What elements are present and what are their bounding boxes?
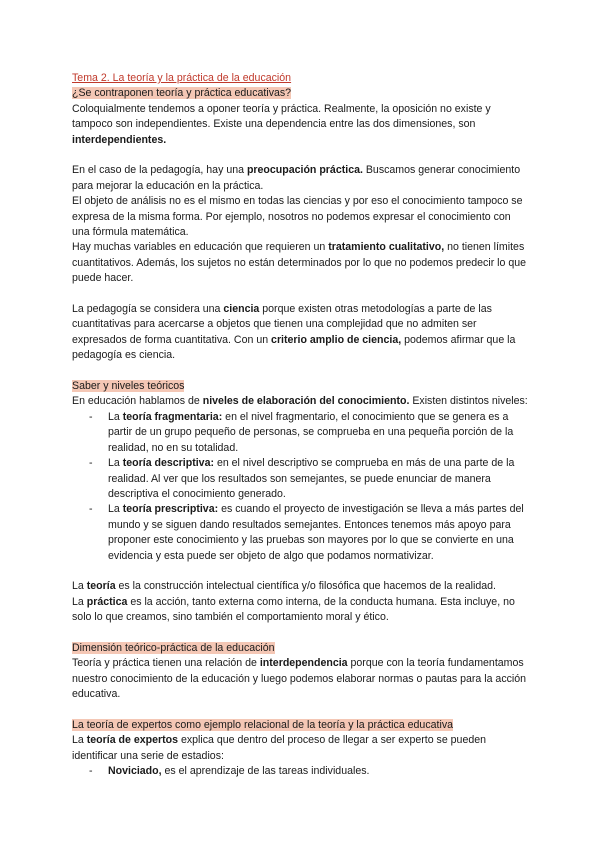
text-run: La bbox=[108, 410, 123, 423]
title-text: Tema 2. La teoría y la práctica de la educación bbox=[72, 72, 292, 84]
text-run: no tienen límites cuantitativos. Además, los sujetos no están determinados por lo que no podemos predecir lo que puede hacer. bbox=[72, 241, 527, 285]
heading-contraponen bbox=[72, 86, 528, 101]
paragraph bbox=[72, 163, 528, 194]
bold-run: ciencia bbox=[223, 303, 260, 316]
paragraph bbox=[72, 302, 528, 364]
list-item bbox=[108, 764, 528, 779]
text-run: La pedagogía se considera una bbox=[72, 303, 224, 316]
bold-run: preocupación práctica. bbox=[246, 164, 363, 177]
text-run: En el caso de la pedagogía, hay una bbox=[72, 164, 247, 177]
bold-run: niveles de elaboración del conocimiento. bbox=[202, 395, 410, 408]
text-run: La bbox=[108, 457, 123, 470]
heading-text: La teoría de expertos como ejemplo relacional de la teoría y la práctica educativa bbox=[72, 718, 454, 731]
text-run: es la construcción intelectual científica y/o filosófica que hacemos de la realidad. bbox=[115, 580, 497, 593]
heading-text: Saber y niveles teóricos bbox=[72, 380, 185, 393]
text-run: Hay muchas variables en educación que requieren un bbox=[72, 241, 329, 254]
text-run: porque existen otras metodologías a parte de las cuantitativas para acercarse a objetos que tienen una complejidad que no admiten ser expresados de forma cuantitativa. Con un bbox=[72, 303, 492, 346]
text-run: en el nivel fragmentario, el conocimiento que se genera es a partir de un grupo pequeño de personas, se comprueba en una pequeña porción de la realidad, no en su totalidad. bbox=[108, 410, 514, 454]
heading-text: Dimensión teórico-práctica de la educación bbox=[72, 641, 275, 654]
paragraph bbox=[72, 579, 528, 594]
text-run: podemos afirmar que la pedagogía es ciencia. bbox=[72, 333, 516, 362]
bold-run: teoría bbox=[86, 580, 116, 593]
heading-dimension bbox=[72, 641, 528, 656]
bold-run: interdependientes. bbox=[72, 133, 167, 146]
text-run: Teoría y práctica tienen una relación de bbox=[72, 657, 260, 670]
bold-run: interdependencia bbox=[259, 657, 348, 670]
paragraph bbox=[72, 656, 528, 702]
text-run: explica que dentro del proceso de llegar a ser experto se pueden identificar una serie de estadios: bbox=[72, 734, 487, 762]
bold-run: teoría fragmentaria: bbox=[122, 410, 223, 423]
text-run: La bbox=[72, 734, 87, 747]
text-run: Buscamos generar conocimiento para mejorar la educación en la práctica. bbox=[72, 164, 521, 192]
bold-run: criterio amplio de ciencia, bbox=[271, 333, 402, 346]
text-run: La bbox=[72, 580, 87, 593]
text-run: porque con la teoría fundamentamos nuestro conocimiento de la educación y luego podemos elaborar normas o pautas para la acción educativa. bbox=[72, 657, 527, 701]
paragraph bbox=[72, 394, 528, 409]
paragraph bbox=[72, 595, 528, 626]
text-run: es cuando el proyecto de investigación se lleva a más partes del mundo y se siguen dando resultados semejantes. Entonces tenemos más apoyo para proponer este conocimiento y las pruebas son mayores por lo que se convierte en una evidencia y esta puede ser objeto de algo que podamos normativizar. bbox=[108, 503, 524, 562]
stages-list bbox=[72, 764, 528, 779]
text-run: en el nivel descriptivo se comprueba en más de una parte de la realidad. Al ver que los resultados son semejantes, se puede enunciar de manera descriptiva el conocimiento generado. bbox=[108, 457, 515, 500]
text-run: La bbox=[108, 503, 123, 516]
list-item bbox=[108, 456, 528, 502]
list-item bbox=[108, 502, 528, 564]
paragraph bbox=[72, 733, 528, 764]
paragraph bbox=[72, 102, 528, 148]
text-run: Coloquialmente tendemos a oponer teoría y práctica. Realmente, la oposición no existe y tampoco son independientes. Existe una dependencia entre las dos dimensiones, son bbox=[72, 102, 491, 131]
text-run: Existen distintos niveles: bbox=[409, 395, 528, 408]
heading-expertos bbox=[72, 718, 528, 733]
heading-saber bbox=[72, 379, 528, 394]
heading-text: ¿Se contraponen teoría y práctica educativas? bbox=[72, 87, 292, 100]
bold-run: teoría descriptiva: bbox=[122, 457, 214, 470]
bold-run: Noviciado, bbox=[108, 765, 162, 778]
document-title bbox=[72, 71, 528, 86]
bold-run: práctica bbox=[86, 595, 128, 608]
text-run: La bbox=[72, 595, 87, 608]
paragraph bbox=[72, 240, 528, 286]
text-run: En educación hablamos de bbox=[72, 395, 203, 408]
bold-run: teoría prescriptiva: bbox=[122, 503, 219, 516]
levels-list bbox=[72, 410, 528, 564]
paragraph: El objeto de análisis no es el mismo en todas las ciencias y por eso el conocimiento tampoco se expresa de la misma forma. Por ejemplo, nosotros no podemos expresar el conocimiento con una fórmula matemática. bbox=[72, 195, 523, 239]
text-run: es el aprendizaje de las tareas individuales. bbox=[161, 765, 370, 778]
bold-run: tratamiento cualitativo, bbox=[328, 241, 445, 254]
bold-run: teoría de expertos bbox=[86, 734, 178, 747]
list-item bbox=[108, 410, 528, 456]
text-run: es la acción, tanto externa como interna, de la conducta humana. Esta incluye, no solo lo que creamos, sino también el comportamiento moral y ético. bbox=[72, 595, 515, 624]
